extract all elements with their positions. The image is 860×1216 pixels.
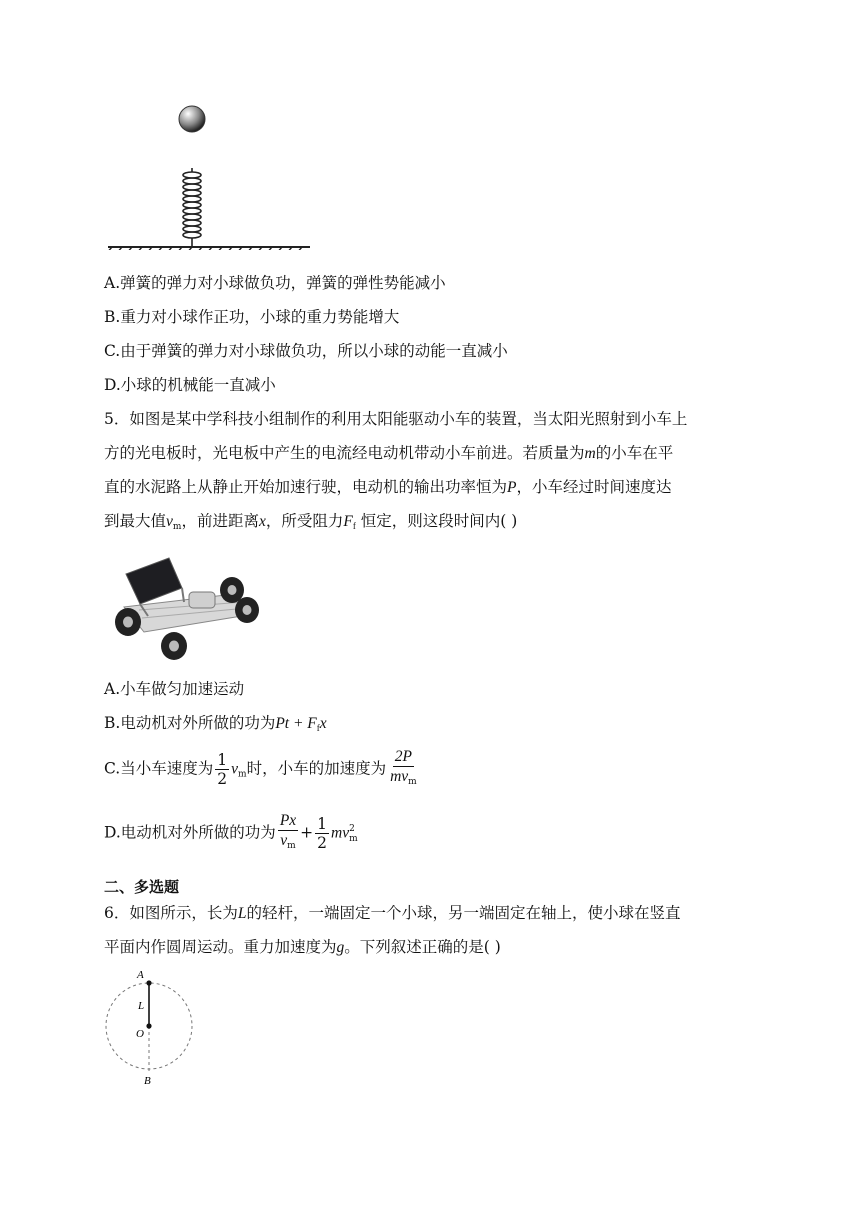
q4-option-d: D.小球的机械能一直减小 bbox=[104, 376, 276, 394]
q4-option-a: A.弹簧的弹力对小球做负功，弹簧的弹性势能减小 bbox=[104, 274, 446, 292]
solar-car-figure bbox=[104, 552, 264, 662]
q4-option-c: C.由于弹簧的弹力对小球做负功，所以小球的动能一直减小 bbox=[104, 342, 508, 360]
label-l: L bbox=[138, 1000, 145, 1012]
ball-top bbox=[146, 980, 151, 985]
q5-option-d: D.电动机对外所做的功为 $\frac{Px}{v_m}$ + $\frac{1}{2}$ mv 2 m bbox=[104, 812, 358, 852]
label-a: A bbox=[137, 969, 144, 981]
q5-option-a: A.小车做匀加速运动 bbox=[104, 680, 245, 698]
q6-line-1: 6．如图所示，长为L的轻杆，一端固定一个小球，另一端固定在轴上，使小球在竖直 bbox=[104, 904, 681, 922]
q5-line-1: 5．如图是某中学科技小组制作的利用太阳能驱动小车的装置，当太阳光照射到小车上 bbox=[104, 410, 688, 428]
pivot bbox=[146, 1023, 151, 1028]
q4-option-b: B.重力对小球作正功，小球的重力势能增大 bbox=[104, 308, 400, 326]
section-heading: 二、多选题 bbox=[104, 878, 180, 896]
label-b: B bbox=[144, 1075, 151, 1087]
q5-line-4: 到最大值$v_m$，前进距离x，所受阻力$F_f$ 恒定，则这段时间内( ) bbox=[104, 512, 518, 532]
q5-option-c: C.当小车速度为 $\frac{1}{2}$ $v_m$时，小车的加速度为 $\frac{2P}{mv_m}$ bbox=[104, 748, 417, 788]
q5-option-b: B.电动机对外所做的功为$Pt + F_fx$ bbox=[104, 714, 327, 733]
circle-rod-figure bbox=[98, 964, 208, 1089]
ground bbox=[106, 247, 310, 250]
motor bbox=[189, 592, 215, 608]
spring-ball-figure bbox=[100, 100, 320, 250]
q6-line-2: 平面内作圆周运动。重力加速度为g。下列叙述正确的是( ) bbox=[104, 938, 501, 956]
ball bbox=[179, 106, 205, 132]
label-o: O bbox=[136, 1028, 144, 1040]
solar-panel bbox=[126, 558, 182, 604]
q5-line-3: 直的水泥路上从静止开始加速行驶，电动机的输出功率恒为P，小车经过时间速度达 bbox=[104, 478, 672, 496]
q5-line-2: 方的光电板时，光电板中产生的电流经电动机带动小车前进。若质量为m的小车在平 bbox=[104, 444, 674, 462]
spring bbox=[183, 168, 201, 246]
